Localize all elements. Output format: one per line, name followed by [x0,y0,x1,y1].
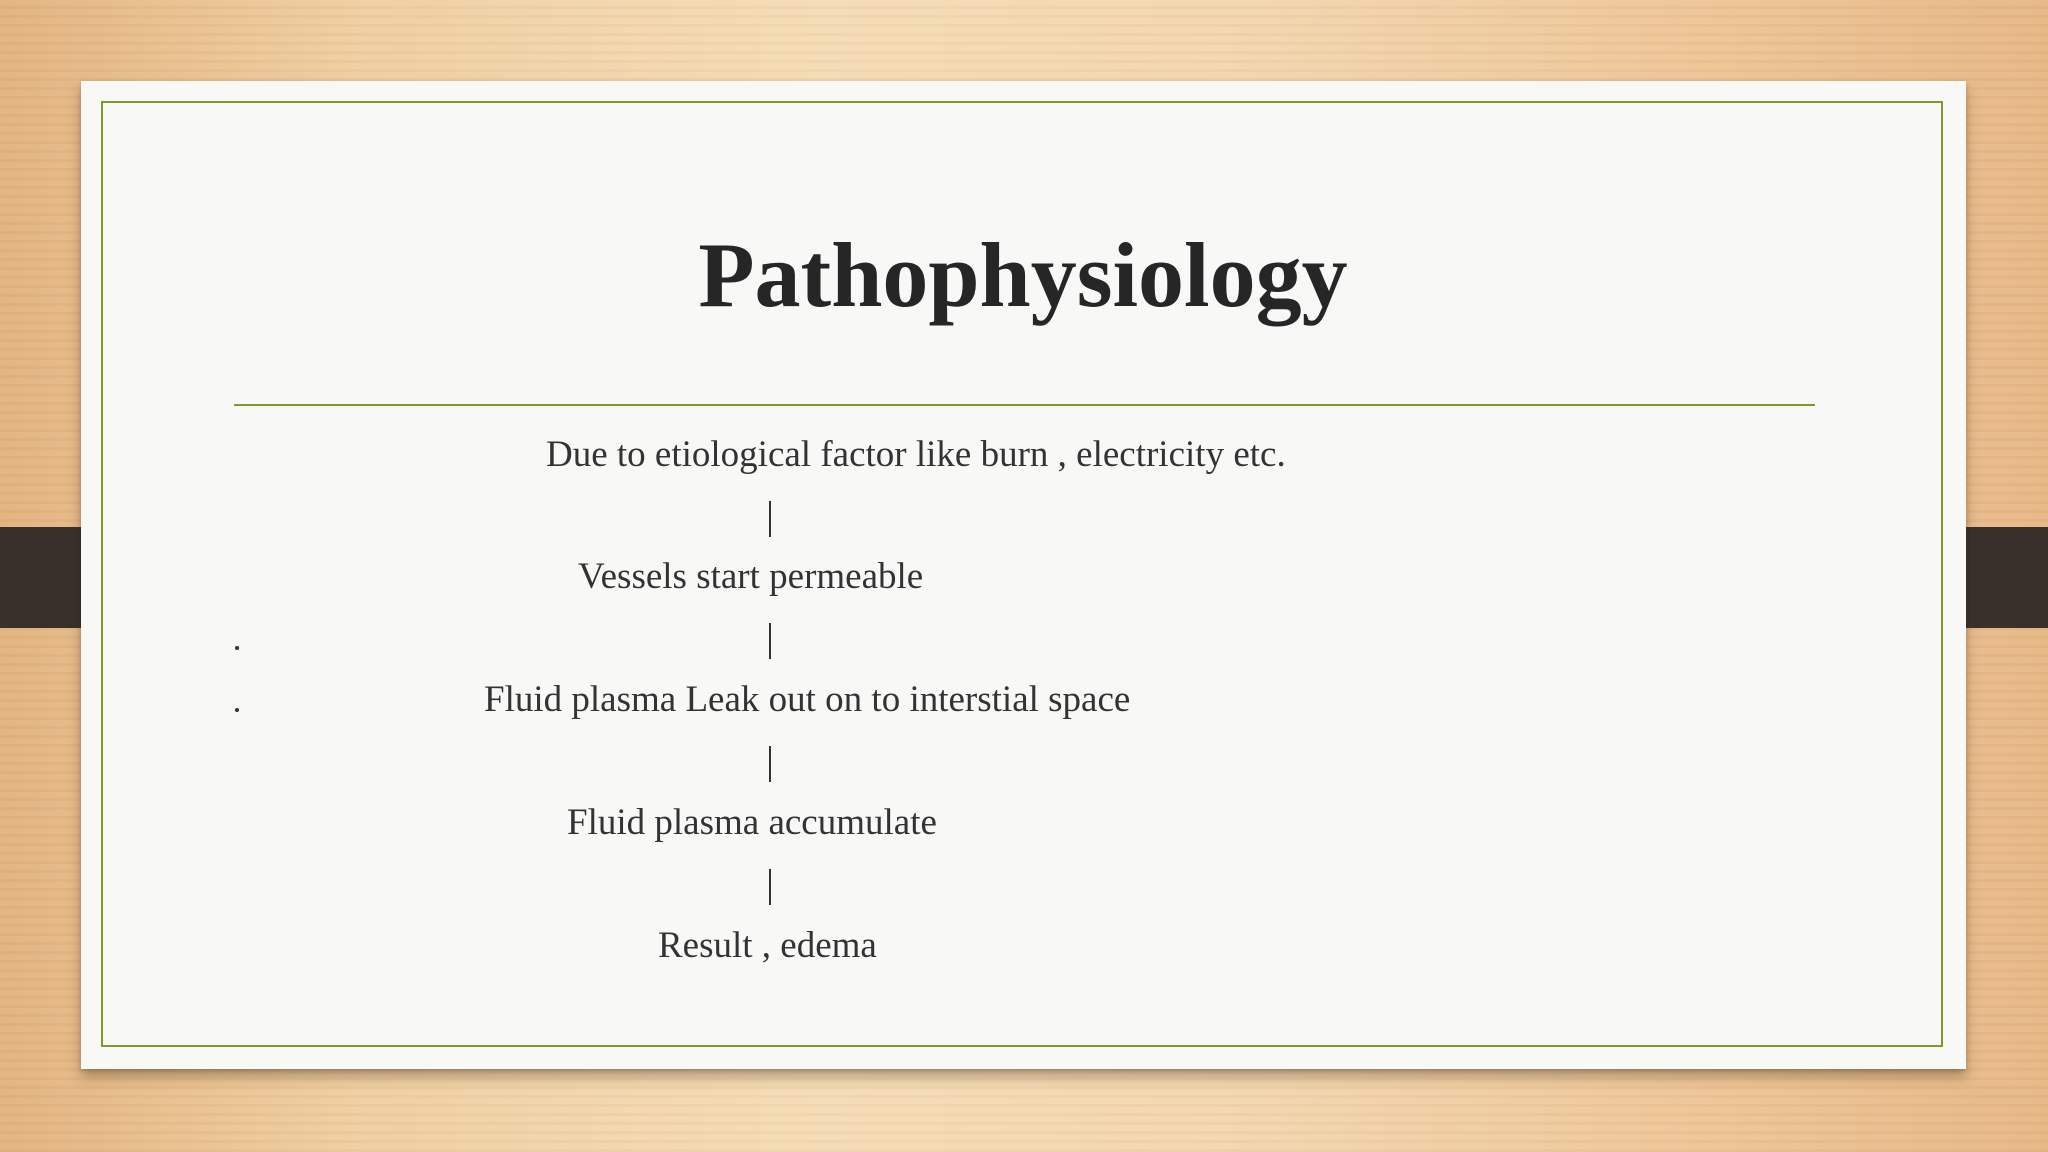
slide-title-text: Pathophysiology [698,224,1348,326]
bullet-dot-2 [235,708,239,712]
flow-step-1: Due to etiological factor like burn , electricity etc. [546,434,1286,475]
flow-connector-2 [769,623,771,659]
slide-title [0,218,2048,333]
flow-step-3: Fluid plasma Leak out on to interstial space [484,679,1131,720]
flow-connector-1 [769,501,771,537]
flow-connector-3 [769,746,771,782]
flow-connector-4 [769,869,771,905]
title-divider [234,404,1815,406]
bullet-dot-1 [235,646,239,650]
flow-step-5: Result , edema [658,925,877,966]
flow-step-2: Vessels start permeable [578,556,924,597]
flow-step-4: Fluid plasma accumulate [567,802,937,843]
